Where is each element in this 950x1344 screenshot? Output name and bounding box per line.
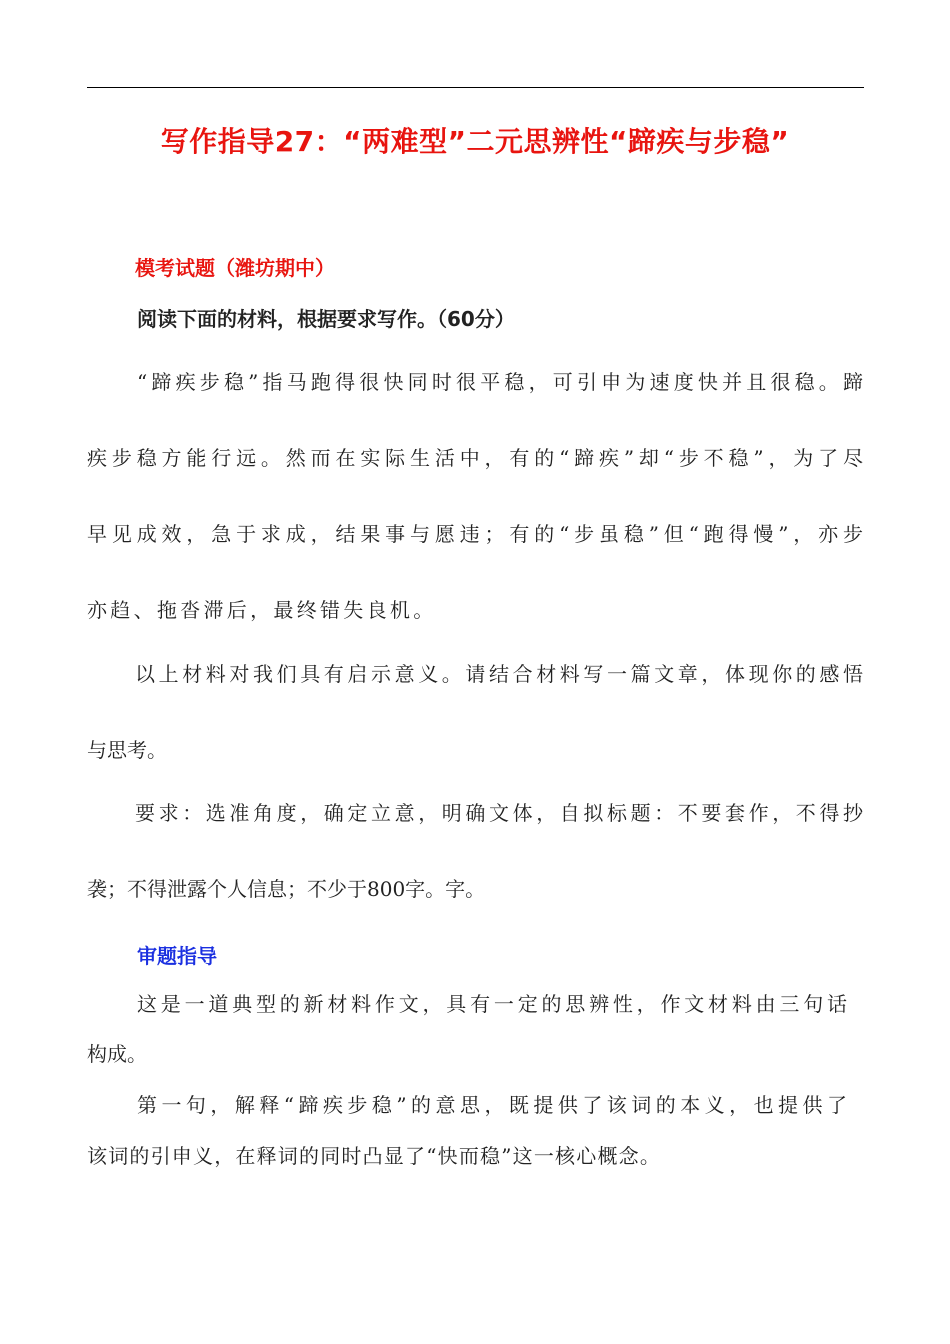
requirement-line: 袭；不得泄露个人信息；不少于800字。字。 <box>87 877 486 901</box>
guide-line: 构成。 <box>87 1042 147 1066</box>
guide-line: 该词的引申义，在释词的同时凸显了“快而稳”这一核心概念。 <box>87 1144 662 1168</box>
header-rule <box>87 87 864 88</box>
task-line: 与思考。 <box>87 738 167 762</box>
requirement-line: 要求：选准角度，确定立意，明确文体，自拟标题：不要套作，不得抄 <box>135 801 863 825</box>
guide-line: 第一句，解释“蹄疾步稳”的意思，既提供了该词的本义，也提供了 <box>137 1093 847 1117</box>
material-line: 亦趋、拖沓滞后，最终错失良机。 <box>87 598 437 622</box>
material-line: 疾步稳方能行远。然而在实际生活中，有的“蹄疾”却“步不稳”，为了尽 <box>87 446 863 470</box>
document-title: 写作指导27：“两难型”二元思辨性“蹄疾与步稳” <box>160 125 790 158</box>
task-line: 以上材料对我们具有启示意义。请结合材料写一篇文章，体现你的感悟 <box>135 662 863 686</box>
guide-line: 这是一道典型的新材料作文，具有一定的思辨性，作文材料由三句话 <box>137 992 847 1016</box>
exam-heading: 模考试题（潍坊期中） <box>135 256 335 280</box>
material-line: 早见成效，急于求成，结果事与愿违；有的“步虽稳”但“跑得慢”，亦步 <box>87 522 863 546</box>
guide-heading: 审题指导 <box>137 944 217 968</box>
instruction: 阅读下面的材料，根据要求写作。（60分） <box>137 307 515 331</box>
material-line: “蹄疾步稳”指马跑得很快同时很平稳，可引申为速度快并且很稳。蹄 <box>137 370 863 394</box>
